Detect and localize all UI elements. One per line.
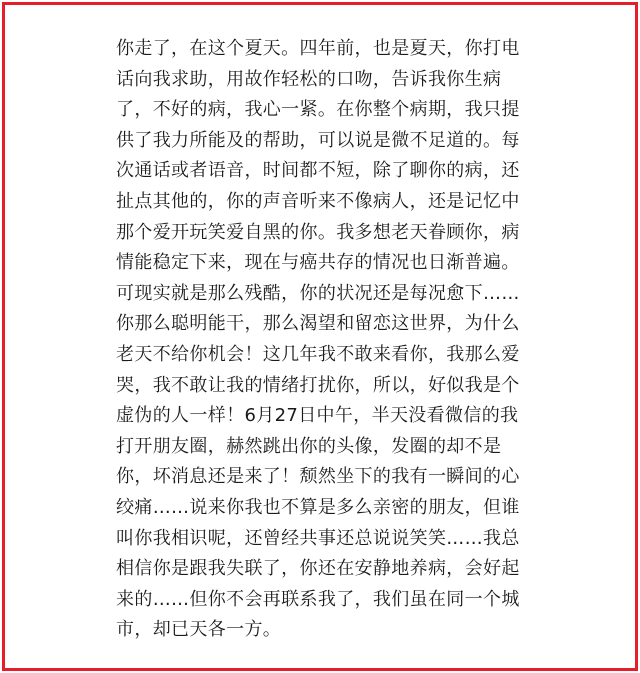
text-line-4: 供了我力所能及的帮助，可以说是微不足道的。每: [116, 129, 520, 151]
text-line-2: 话向我求助，用故作轻松的口吻，告诉我你生病: [116, 68, 502, 90]
text-line-8: 情能稳定下来，现在与癌共存的情况也日渐普遍。: [116, 252, 520, 274]
text-line-12: 哭，我不敢让我的情绪打扰你，所以，好似我是个: [116, 374, 520, 396]
text-line-7: 那个爱开玩笑爱自黑的你。我多想老天眷顾你，病: [116, 221, 520, 243]
text-line-1: 你走了，在这个夏天。四年前，也是夏天，你打电: [116, 38, 520, 59]
text-line-5: 次通话或者语音，时间都不短，除了聊你的病，还: [116, 160, 520, 182]
memorial-passage: [116, 34, 556, 646]
text-line-14: 打开朋友圈，赫然跳出你的头像，发圈的却不是: [116, 435, 502, 457]
text-line-9: 可现实就是那么残酷，你的状况还是每况愈下……: [116, 282, 520, 304]
text-line-19: 来的……但你不会再联系我了，我们虽在同一个城: [116, 588, 520, 610]
text-line-17: 叫你我相识呢，还曾经共事还总说说笑笑……我总: [116, 527, 520, 549]
text-line-18: 相信你是跟我失联了，你还在安静地养病，会好起: [116, 558, 520, 580]
text-line-6: 扯点其他的，你的声音听来不像病人，还是记忆中: [116, 190, 520, 212]
text-line-10: 你那么聪明能干，那么渴望和留恋这世界，为什么: [116, 313, 520, 335]
text-line-3: 了，不好的病，我心一紧。在你整个病期，我只提: [116, 99, 520, 121]
text-line-13: 虚伪的人一样！6月27日中午，半天没看微信的我: [116, 405, 519, 427]
text-line-15: 你，坏消息还是来了！颓然坐下的我有一瞬间的心: [116, 466, 520, 488]
red-border-frame: [2, 2, 638, 671]
text-line-20: 市，却已天各一方。: [116, 619, 282, 641]
text-line-16: 绞痛……说来你我也不算是多么亲密的朋友，但谁: [116, 496, 520, 518]
text-line-11: 老天不给你机会！这几年我不敢来看你，我那么爱: [116, 343, 520, 365]
